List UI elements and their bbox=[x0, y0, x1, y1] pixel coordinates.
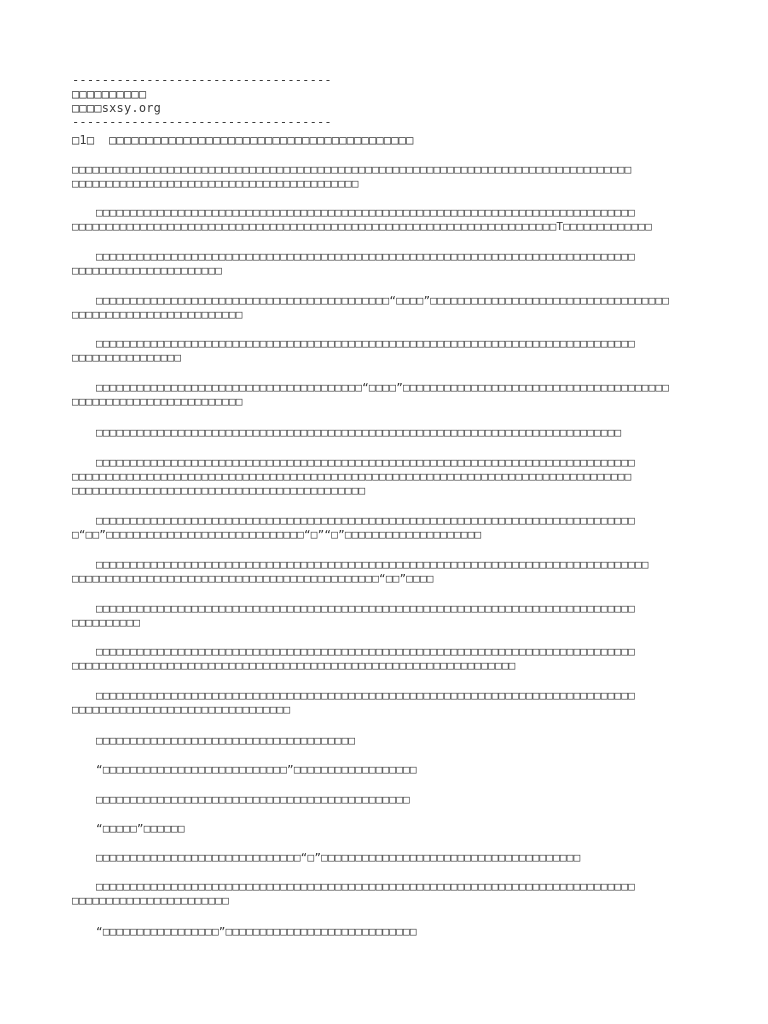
body-line: □□□□□□□□□□□□□□□□□□□□□□□□□□□□□□□□□□□□□□□□□□□□□□□□□□□□□□□□□□□□□□□□□□□□□□□□□□□□□□□ bbox=[96, 250, 635, 263]
body-line: □“□□”□□□□□□□□□□□□□□□□□□□□□□□□□□□□□“□”“□”□□□□□□□□□□□□□□□□□□□□ bbox=[72, 528, 482, 541]
header-rule-bottom: ----------------------------------- bbox=[72, 115, 332, 129]
header-rule-top: ----------------------------------- bbox=[72, 73, 332, 87]
site-label: □□□□□□□□□□ bbox=[72, 87, 147, 101]
body-line: □□□□□□□□□□□□□□□□□□□□□□□□□□□□□□□□□□□□□□□□□□□ bbox=[72, 484, 366, 497]
body-line: □□□□□□□□□□□□□□□□□□□□□□□□□□□□□□□□□□□□□□□□□□□□□□□□□□□□□□□□□□□□□□□□□□□□□□□□□□□□□□□□□□ bbox=[72, 163, 632, 176]
body-line: □□□□□□□□□□□□□□□□□□□□□□□□□□□□□□□□□□□□□□□□□□□□□□□□□□□□□□□□□□□□□□□□□□□□□□□□□□□□□□□□□ bbox=[96, 558, 649, 571]
body-line: □□□□□□□□□□□□□□□□□□□□□□□□□ bbox=[72, 308, 243, 321]
body-line: □□□□□□□□□□□□□□□□□□□□□□□□□□□□□□□□ bbox=[72, 703, 291, 716]
body-line: □□□□□□□□□□ bbox=[72, 616, 141, 629]
body-line: □□□□□□□□□□□□□□□□□□□□□□□□□□□□□□□□□□□□□□□□□□□□□□□□□□□□□□□□□□□□□□□□□ bbox=[72, 659, 516, 672]
body-line: “□□□□□□□□□□□□□□□□□□□□□□□□□□□”□□□□□□□□□□□□□□□□□□ bbox=[96, 763, 417, 776]
chapter-title: □1□ □□□□□□□□□□□□□□□□□□□□□□□□□□□□□□□□□□□□□□□□□ bbox=[72, 133, 414, 147]
body-line: □□□□□□□□□□□□□□□□□□□□□□□□□□□□□□□□□□□□□□□□□□□□□□□□□□□□□□□□□□□□□□□□□□□□□□□□□□□□□□□ bbox=[96, 337, 635, 350]
body-line: □□□□□□□□□□□□□□□□ bbox=[72, 351, 182, 364]
body-line: □□□□□□□□□□□□□□□□□□□□□□□□□□□□□□□□□□□□□□□□□□ bbox=[72, 177, 359, 190]
body-line: □□□□□□□□□□□□□□□□□□□□□□□□□ bbox=[72, 395, 243, 408]
body-line: □□□□□□□□□□□□□□□□□□□□□□□□□□□□□□□□□□□□□□□□□□□□□□□□□□□□□□□□□□□□□□□□□□□□□□□□□□□□□□□□□□ bbox=[72, 470, 632, 483]
body-line: □□□□□□□□□□□□□□□□□□□□□□□□□□□□□□□□□□□□□□□□□□□□□□□□□□□□□□□□□□□□□□□□□□□□□□□□□□□□□□□ bbox=[96, 456, 635, 469]
body-line: □□□□□□□□□□□□□□□□□□□□□□□□□□□□□□□□□□□□□□□□□□□□□□□□□□□□□□□□□□□□□□□□□□□□□□□□□□□□□□□ bbox=[96, 602, 635, 615]
body-line: □□□□□□□□□□□□□□□□□□□□□□□□□□□□□□□□□□□□□□□□□□□□□□□□□□□□□□□□□□□□□□□□□□□□□□□□□□□□□□□ bbox=[96, 689, 635, 702]
body-line: □□□□□□□□□□□□□□□□□□□□□□□□□□□□□□□□□□□□□□□□□□□□□□ bbox=[96, 793, 410, 806]
body-line: □□□□□□□□□□□□□□□□□□□□□□□□□□□□□□□□□□□□□□□□□□□□□“□□”□□□□ bbox=[72, 572, 434, 585]
body-line: “□□□□□”□□□□□□ bbox=[96, 822, 185, 835]
body-line: □□□□□□□□□□□□□□□□□□□□□□□□□□□□□□□□□□□□□□□□□□□□□□□□□□□□□□□□□□□□□□□□□□□□□□□□□□□□□□□ bbox=[96, 514, 635, 527]
body-line: □□□□□□□□□□□□□□□□□□□□□□□□□□□□□□“□”□□□□□□□□□□□□□□□□□□□□□□□□□□□□□□□□□□□□□□ bbox=[96, 851, 581, 864]
body-line: □□□□□□□□□□□□□□□□□□□□□□□□□□□□□□□□□□□□□□□□□□□□□□□□□□□□□□□□□□□□□□□□□□□□□□□T□□□□□□□□□□□□□ bbox=[72, 220, 652, 233]
body-line: “□□□□□□□□□□□□□□□□□”□□□□□□□□□□□□□□□□□□□□□□□□□□□□ bbox=[96, 925, 417, 938]
body-line: □□□□□□□□□□□□□□□□□□□□□□□□□□□□□□□□□□□□□□□□□□□“□□□□”□□□□□□□□□□□□□□□□□□□□□□□□□□□□□□□□□□□ bbox=[96, 294, 670, 307]
body-line: □□□□□□□□□□□□□□□□□□□□□□□ bbox=[72, 894, 229, 907]
body-line: □□□□□□□□□□□□□□□□□□□□□□□□□□□□□□□□□□□□□□□□□□□□□□□□□□□□□□□□□□□□□□□□□□□□□□□□□□□□□□□ bbox=[96, 206, 635, 219]
body-line: □□□□□□□□□□□□□□□□□□□□□□□□□□□□□□□□□□□□□□□□□□□□□□□□□□□□□□□□□□□□□□□□□□□□□□□□□□□□□ bbox=[96, 426, 622, 439]
body-line: □□□□□□□□□□□□□□□□□□□□□□□□□□□□□□□□□□□□□□ bbox=[96, 734, 356, 747]
body-line: □□□□□□□□□□□□□□□□□□□□□□□□□□□□□□□□□□□□□□□□□□□□□□□□□□□□□□□□□□□□□□□□□□□□□□□□□□□□□□□ bbox=[96, 645, 635, 658]
body-line: □□□□□□□□□□□□□□□□□□□□□□□□□□□□□□□□□□□□□□□□□□□□□□□□□□□□□□□□□□□□□□□□□□□□□□□□□□□□□□□ bbox=[96, 880, 635, 893]
body-line: □□□□□□□□□□□□□□□□□□□□□□□□□□□□□□□□□□□□□□□“□□□□”□□□□□□□□□□□□□□□□□□□□□□□□□□□□□□□□□□□□□□□ bbox=[96, 381, 670, 394]
site-url: □□□□sxsy.org bbox=[72, 101, 162, 115]
body-line: □□□□□□□□□□□□□□□□□□□□□□ bbox=[72, 264, 223, 277]
